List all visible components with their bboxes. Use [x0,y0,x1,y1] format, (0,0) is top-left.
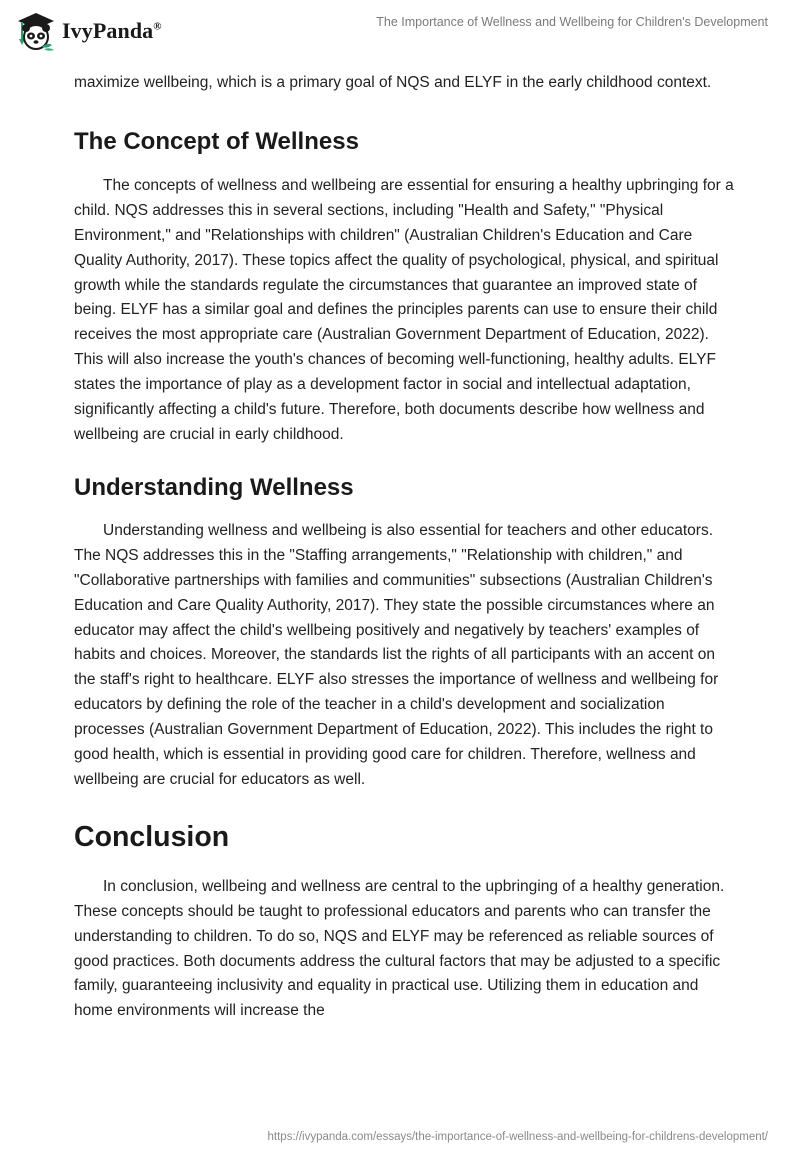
brand-name: IvyPanda® [62,18,162,43]
section-paragraph-conclusion: In conclusion, wellbeing and wellness are central to the upbringing of a healthy generation. These concepts should be taught to professional educators and parents who can transfer the understanding to children. To do so, NQS and ELYF may be referenced as reliable sources of good practices. Both documents address the cultural factors that may be adjusted to a specific family, guaranteeing inclusivity and equality in practical use. Utilizing them in education and home environments will increase the [74,877,725,1020]
ivypanda-logo[interactable] [14,9,162,51]
intro-paragraph-tail: maximize wellbeing, which is a primary goal of NQS and ELYF in the early childhood context. [74,74,712,91]
section-heading-understanding: Understanding Wellness [74,473,354,501]
section-heading-conclusion: Conclusion [74,820,230,853]
source-url-link[interactable]: https://ivypanda.com/essays/the-importance-of-wellness-and-wellbeing-for-childrens-development/ [267,1131,768,1143]
registered-mark: ® [153,20,162,33]
page-header [0,0,800,64]
essay-body [74,71,734,1024]
section-paragraph-understanding: Understanding wellness and wellbeing is also essential for teachers and other educators. The NQS addresses this in the "Staffing arrangements," "Relationship with children," and "Collaborative partnerships with families and communities" subsections (Australian Children's Education and Care Quality Authority, 2017). They state the possible circumstances where an educator may affect the child's wellbeing positively and negatively by teachers' examples of habits and choices. Moreover, the standards list the rights of all participants with an accent on the staff's right to healthcare. ELYF also stresses the importance of wellness and wellbeing for educators by defining the role of the teacher in a child's development and socialization processes (Australian Government Department of Education, 2022). This includes the right to good health, which is essential in providing good care for children. Therefore, wellness and wellbeing are crucial for educators as well. [74,521,719,788]
panda-logo-icon [14,9,58,51]
section-paragraph-concept: The concepts of wellness and wellbeing are essential for ensuring a healthy upbringing for a child. NQS addresses this in several sections, including "Health and Safety," "Physical Environment," and "Relationships with children" (Australian Children's Education and Care Quality Authority, 2017). These topics affect the quality of psychological, physical, and spiritual growth while the standards regulate the circumstances that guarantee an improved state of being. ELYF has a similar goal and defines the principles parents can use to ensure their child receives the most appropriate care (Australian Government Department of Education, 2022). This will also increase the youth's chances of becoming well-functioning, healthy adults. ELYF states the importance of play as a development factor in social and intellectual adaptation, significantly affecting a child's future. Therefore, both documents describe how wellness and wellbeing are crucial in early childhood. [74,176,734,443]
document-title: The Importance of Wellness and Wellbeing for Children's Development [376,15,768,29]
section-heading-concept: The Concept of Wellness [74,127,359,155]
